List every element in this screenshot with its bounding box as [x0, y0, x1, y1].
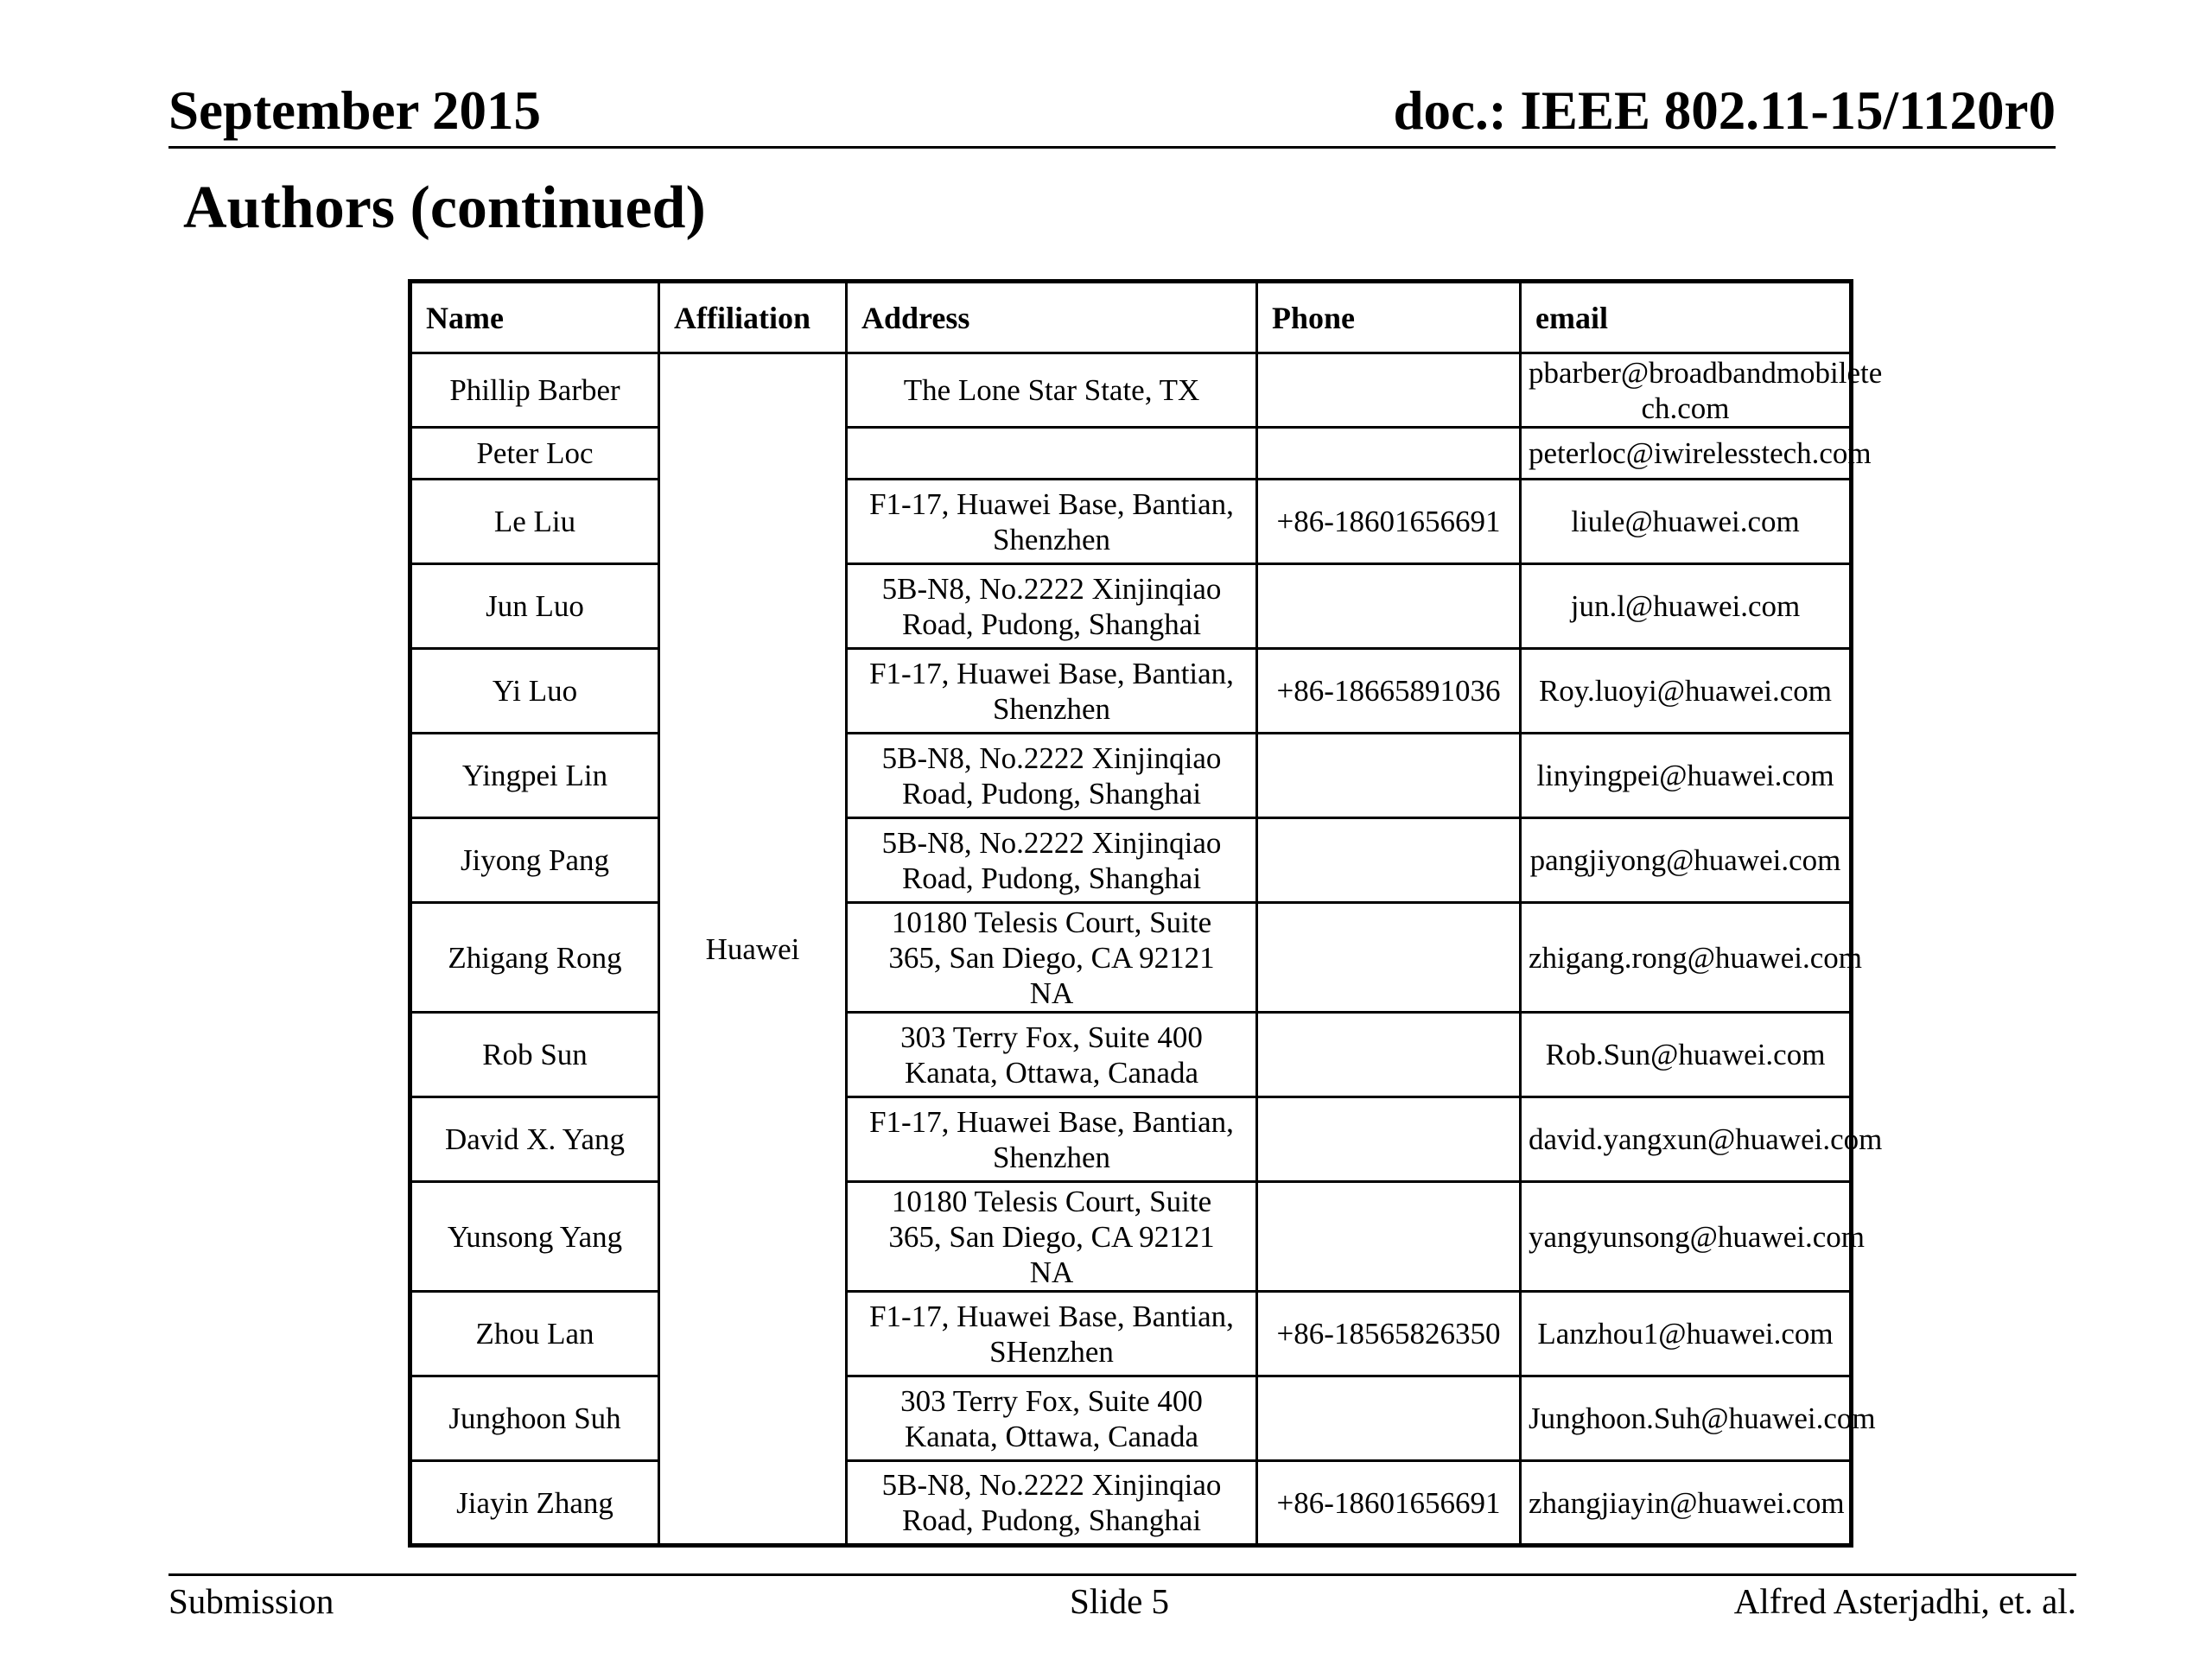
table-row [410, 734, 1852, 818]
address-line: Road, Pudong, Shanghai [901, 1503, 1202, 1537]
address-line: 5B-N8, No.2222 Xinjinqiao [881, 571, 1222, 606]
footer-rule [168, 1573, 2076, 1576]
author-email [1521, 903, 1863, 1013]
table-row [410, 649, 1852, 734]
email-line: david.yangxun@huawei.com [1529, 1122, 1883, 1156]
email-line: jun.l@huawei.com [1570, 589, 1801, 623]
address-line: SHenzhen [989, 1334, 1114, 1369]
email-line: Roy.luoyi@huawei.com [1538, 674, 1833, 708]
header-doc-id: doc.: IEEE 802.11-15/1120r0 [1393, 80, 2056, 141]
header-rule [168, 146, 2056, 149]
address-line: F1-17, Huawei Base, Bantian, [869, 1299, 1234, 1333]
table-row [410, 1376, 1852, 1461]
author-address [847, 428, 1257, 480]
address-line: Shenzhen [992, 1140, 1111, 1174]
author-phone [1257, 1013, 1521, 1097]
column-header-email: email [1521, 282, 1852, 353]
author-name: Yi Luo [410, 649, 659, 734]
author-name: Yingpei Lin [410, 734, 659, 818]
address-line: 303 Terry Fox, Suite 400 [900, 1383, 1203, 1418]
email-line: Junghoon.Suh@huawei.com [1529, 1402, 1876, 1435]
header-date: September 2015 [168, 80, 542, 141]
author-address [847, 564, 1257, 649]
author-phone [1257, 1182, 1521, 1292]
column-header-address: Address [847, 282, 1257, 353]
table-row [410, 1461, 1852, 1546]
table-row [410, 1097, 1852, 1182]
author-address [847, 1182, 1257, 1292]
address-line: 5B-N8, No.2222 Xinjinqiao [881, 825, 1222, 860]
address-line: The Lone Star State, TX [903, 373, 1200, 407]
author-name: David X. Yang [410, 1097, 659, 1182]
author-name: Peter Loc [410, 428, 659, 480]
table-row [410, 428, 1852, 480]
author-email [1521, 649, 1852, 734]
author-name: Phillip Barber [410, 353, 659, 428]
address-line: 303 Terry Fox, Suite 400 [900, 1020, 1203, 1054]
author-email [1521, 1013, 1852, 1097]
column-header-phone: Phone [1257, 282, 1521, 353]
author-name: Junghoon Suh [410, 1376, 659, 1461]
author-email [1521, 1097, 1883, 1182]
address-line: F1-17, Huawei Base, Bantian, [869, 656, 1234, 690]
author-phone [1257, 353, 1521, 428]
address-line: 10180 Telesis Court, Suite [891, 1184, 1212, 1218]
author-address [847, 649, 1257, 734]
address-line: Kanata, Ottawa, Canada [904, 1419, 1199, 1453]
author-name: Yunsong Yang [410, 1182, 659, 1292]
author-email [1521, 428, 1872, 480]
author-email [1521, 353, 1883, 428]
email-line: peterloc@iwirelesstech.com [1529, 436, 1872, 470]
author-phone: +86-18601656691 [1257, 1461, 1521, 1546]
address-line: Shenzhen [992, 522, 1111, 556]
address-line: Kanata, Ottawa, Canada [904, 1055, 1199, 1090]
author-address [847, 818, 1257, 903]
table-row [410, 1013, 1852, 1097]
slide-title: Authors (continued) [183, 175, 706, 241]
author-name: Zhou Lan [410, 1292, 659, 1376]
footer-submission: Submission [168, 1581, 334, 1621]
author-address [847, 353, 1257, 428]
author-email [1521, 1461, 1852, 1546]
address-line: F1-17, Huawei Base, Bantian, [869, 1104, 1234, 1139]
author-phone [1257, 734, 1521, 818]
address-line: Road, Pudong, Shanghai [901, 776, 1202, 810]
author-address [847, 1013, 1257, 1097]
author-name: Jiayin Zhang [410, 1461, 659, 1546]
email-line: yangyunsong@huawei.com [1529, 1219, 1865, 1254]
author-address [847, 1461, 1257, 1546]
email-line: Rob.Sun@huawei.com [1545, 1038, 1826, 1071]
author-email [1521, 1376, 1876, 1461]
author-address [847, 1097, 1257, 1182]
author-email [1521, 564, 1852, 649]
address-line: Road, Pudong, Shanghai [901, 861, 1202, 895]
table-row [410, 903, 1852, 1013]
author-address [847, 1376, 1257, 1461]
author-phone [1257, 564, 1521, 649]
author-email [1521, 1182, 1865, 1292]
address-line: 365, San Diego, CA 92121 [888, 940, 1215, 975]
author-phone [1257, 818, 1521, 903]
footer-slide-number: Slide 5 [1070, 1581, 1170, 1621]
author-phone: +86-18665891036 [1257, 649, 1521, 734]
table-row [410, 353, 1852, 428]
author-address [847, 734, 1257, 818]
author-email [1521, 480, 1852, 564]
table-row [410, 1292, 1852, 1376]
table-header-row [410, 282, 1852, 353]
address-line: NA [1029, 976, 1074, 1010]
footer-authors: Alfred Asterjadhi, et. al. [1733, 1581, 2076, 1621]
address-line: 365, San Diego, CA 92121 [888, 1219, 1215, 1254]
author-address [847, 1292, 1257, 1376]
author-phone: +86-18601656691 [1257, 480, 1521, 564]
author-phone: +86-18565826350 [1257, 1292, 1521, 1376]
author-name: Rob Sun [410, 1013, 659, 1097]
author-name: Jun Luo [410, 564, 659, 649]
author-address [847, 480, 1257, 564]
address-line: NA [1029, 1255, 1074, 1289]
address-line: Road, Pudong, Shanghai [901, 607, 1202, 641]
column-header-name: Name [410, 282, 659, 353]
authors-table [408, 279, 1883, 1548]
table-row [410, 1182, 1852, 1292]
column-header-affiliation: Affiliation [659, 282, 847, 353]
author-name: Jiyong Pang [410, 818, 659, 903]
address-line: Shenzhen [992, 691, 1111, 726]
author-name: Zhigang Rong [410, 903, 659, 1013]
table-row [410, 480, 1852, 564]
author-phone [1257, 903, 1521, 1013]
email-line: liule@huawei.com [1571, 505, 1800, 538]
email-line: linyingpei@huawei.com [1536, 759, 1834, 792]
author-phone [1257, 1097, 1521, 1182]
author-email [1521, 818, 1852, 903]
email-line: pbarber@broadbandmobilete [1529, 355, 1883, 390]
email-line: zhangjiayin@huawei.com [1529, 1485, 1845, 1520]
author-address [847, 903, 1257, 1013]
author-email [1521, 734, 1852, 818]
address-line: 10180 Telesis Court, Suite [891, 905, 1212, 939]
table-row [410, 564, 1852, 649]
email-line: zhigang.rong@huawei.com [1529, 940, 1863, 975]
email-line: Lanzhou1@huawei.com [1537, 1317, 1834, 1351]
address-line: 5B-N8, No.2222 Xinjinqiao [881, 1468, 1222, 1502]
author-affiliation: Huawei [659, 353, 847, 1546]
author-phone [1257, 428, 1521, 480]
table-row [410, 818, 1852, 903]
author-email [1521, 1292, 1852, 1376]
email-line: pangjiyong@huawei.com [1529, 843, 1841, 877]
author-name: Le Liu [410, 480, 659, 564]
author-phone [1257, 1376, 1521, 1461]
email-line: ch.com [1641, 391, 1730, 425]
address-line: F1-17, Huawei Base, Bantian, [869, 486, 1234, 521]
address-line: 5B-N8, No.2222 Xinjinqiao [881, 741, 1222, 775]
